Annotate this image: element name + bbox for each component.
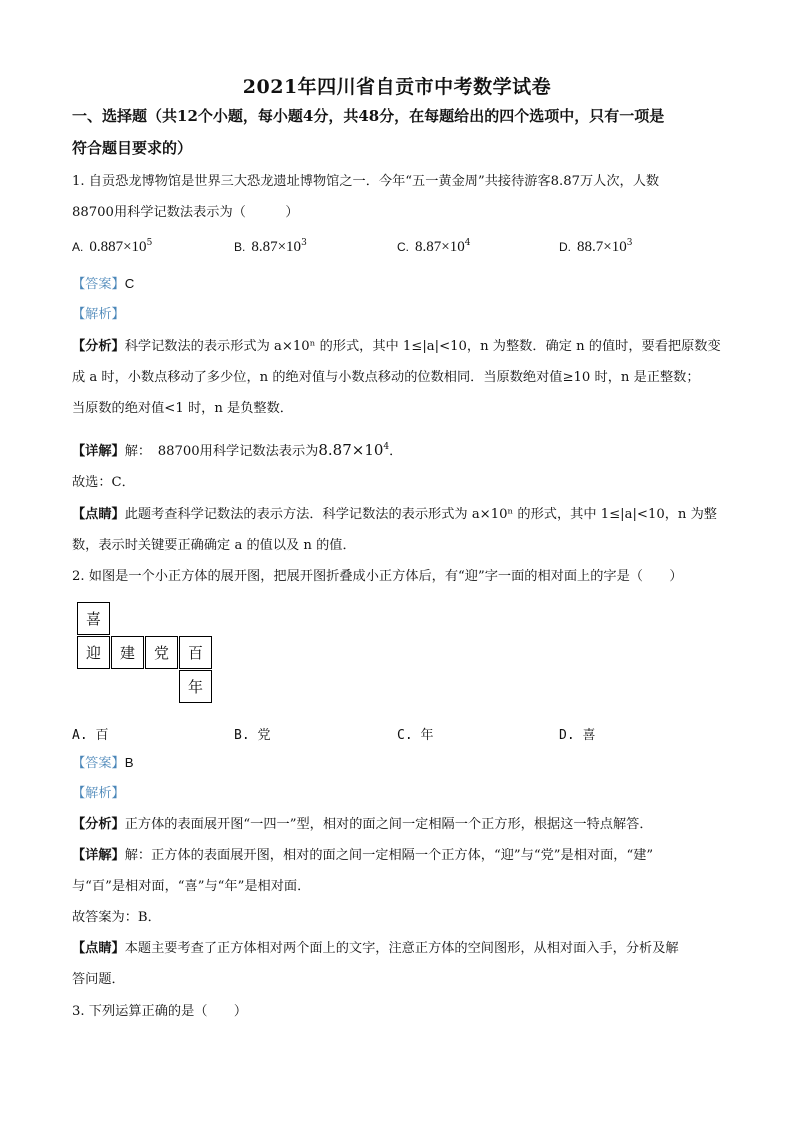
q1-fenxi-cont2: 当原数的绝对值<1 时，n 是负整数． — [72, 401, 293, 416]
q2-stem: 2. 如图是一个小正方体的展开图，把展开图折叠成小正方体后，有“迎”字一面的相对面上的字是（ ） — [72, 569, 683, 584]
net-cell: 迎 — [77, 636, 110, 669]
q3-stem: 3. 下列运算正确的是（ ） — [72, 1004, 248, 1019]
net-cell: 年 — [179, 670, 212, 703]
q2-analysis-tag: 【解析】 — [72, 786, 125, 801]
page-title: 2021年四川省自贡市中考数学试卷 — [242, 76, 552, 98]
q1-analysis-tag: 【解析】 — [72, 307, 125, 322]
net-cell: 党 — [145, 636, 178, 669]
q1-answer: 【答案】C — [72, 276, 135, 292]
net-cell: 百 — [179, 636, 212, 669]
q2-xiangjie-cont: 与“百”是相对面，“喜”与“年”是相对面． — [72, 879, 311, 894]
q1-conclusion: 故选：C． — [72, 475, 135, 490]
q2-dianjing: 【点睛】本题主要考查了正方体相对两个面上的文字，注意正方体的空间图形，从相对面入手，分析及解 — [72, 941, 679, 956]
q2-conclusion: 故答案为：B． — [72, 910, 161, 925]
q2-option-a: A. 百 — [72, 728, 109, 743]
q2-answer: 【答案】B — [72, 755, 134, 771]
q1-option-a: A. $0.887\times 10^5$ — [72, 238, 153, 255]
q1-fenxi-cont: 成 a 时，小数点移动了多少位，n 的绝对值与小数点移动的位数相同．当原数绝对值≥10 时，n 是正整数； — [72, 370, 700, 385]
section-heading: 一、选择题（共12个小题，每小题4分，共48分，在每题给出的四个选项中，只有一项是 — [72, 107, 665, 125]
q1-option-d: D. $88.7\times 10^3$ — [559, 238, 633, 255]
q2-fenxi: 【分析】正方体的表面展开图“一四一”型，相对的面之间一定相隔一个正方形，根据这一特点解答． — [72, 817, 653, 832]
q1-dianjing: 【点睛】此题考查科学记数法的表示方法．科学记数法的表示形式为 a×10ⁿ 的形式，其中 1≤|a|<10，n 为整 — [72, 507, 717, 522]
q2-option-b: B. 党 — [234, 728, 271, 743]
q2-option-c: C. 年 — [397, 728, 434, 743]
q1-dianjing-cont: 数，表示时关键要正确确定 a 的值以及 n 的值． — [72, 538, 356, 553]
q2-xiangjie: 【详解】解：正方体的表面展开图，相对的面之间一定相隔一个正方体，“迎”与“党”是相对面，“建” — [72, 848, 654, 863]
q1-option-b: B. $8.87\times 10^3$ — [234, 238, 307, 255]
q1-xiangjie: 【详解】解： 88700用科学记数法表示为$8.87\times 10^4$． — [72, 441, 403, 459]
q1-fenxi: 【分析】科学记数法的表示形式为 a×10ⁿ 的形式，其中 1≤|a|<10，n 为整数．确定 n 的值时，要看把原数变 — [72, 339, 721, 354]
q2-dianjing-cont: 答问题． — [72, 972, 125, 987]
q2-option-d: D. 喜 — [559, 728, 596, 743]
section-heading-cont: 符合题目要求的） — [72, 139, 193, 157]
q1-stem-cont: 88700用科学记数法表示为（ ） — [72, 205, 299, 220]
net-cell: 建 — [111, 636, 144, 669]
q1-option-c: C. $8.87\times 10^4$ — [397, 238, 471, 255]
q1-stem: 1. 自贡恐龙博物馆是世界三大恐龙遗址博物馆之一．今年“五一黄金周”共接待游客8.87万人次，人数 — [72, 174, 660, 189]
net-cell: 喜 — [77, 602, 110, 635]
